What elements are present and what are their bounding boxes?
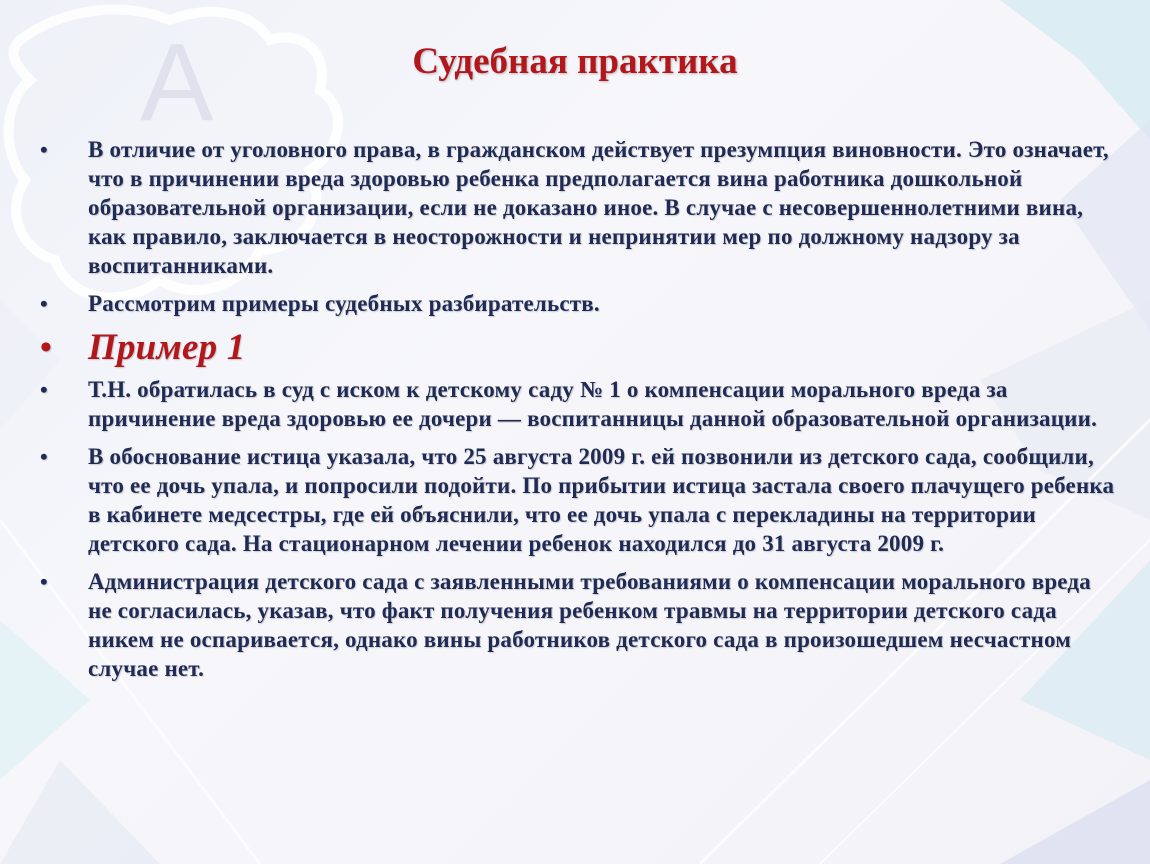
example-heading <box>40 327 1120 369</box>
bullet-item <box>40 375 1120 433</box>
shard-decoration <box>0 760 160 864</box>
bullet-marker: • <box>40 377 48 402</box>
bullet-marker: • <box>40 291 48 316</box>
bullet-list <box>40 135 1120 692</box>
bullet-item <box>40 567 1120 683</box>
bullet-text: В обоснование истица указала, что 25 августа 2009 г. ей позвонили из детского сада, сообщили, что ее дочь упала, и попросили подойти. По прибытии истица застала своего плачущего ребенка в кабинете медсестры, где ей объяснили, что ее дочь упала с перекладины на территории детского сада. На стационарном лечении ребенок находился до 31 августа 2009 г. <box>88 444 1115 556</box>
bullet-marker: • <box>40 329 53 366</box>
bullet-text: В отличие от уголовного права, в гражданском действует презумпция виновности. Это означает, что в причинении вреда здоровью ребенка предполагается вина работника дошкольной образовательной организации, если не доказано иное. В случае с несовершеннолетними вина, как правило, заключается в неосторожности и непринятии мер по должному надзору за воспитанниками. <box>88 137 1109 278</box>
bullet-text: Рассмотрим примеры судебных разбирательств. <box>88 291 600 316</box>
shard-decoration <box>1000 780 1150 864</box>
bullet-item <box>40 135 1120 280</box>
bullet-marker: • <box>40 444 48 469</box>
bullet-text: Администрация детского сада с заявленными требованиями о компенсации морального вреда не согласилась, указав, что факт получения ребенком травмы на территории детского сада никем не оспаривается, однако вины работников детского сада в произошедшем несчастном случае нет. <box>88 569 1091 681</box>
bullet-text: Т.Н. обратилась в суд с иском к детскому саду № 1 о компенсации морального вреда за причинение вреда здоровью ее дочери — воспитанницы данной образовательной организации. <box>88 377 1098 431</box>
bullet-marker: • <box>40 569 48 594</box>
slide-title: Судебная практика <box>412 41 738 82</box>
bullet-marker: • <box>40 137 48 162</box>
bullet-item <box>40 442 1120 558</box>
bullet-item <box>40 289 1120 318</box>
example-heading-text: Пример 1 <box>88 327 246 368</box>
watermark-letter: A <box>140 21 214 144</box>
